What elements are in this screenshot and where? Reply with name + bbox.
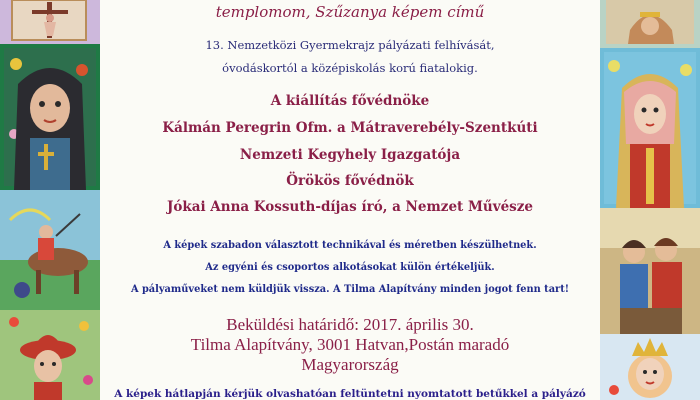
deadline: Beküldési határidő: 2017. április 30. [226, 315, 474, 334]
honorary-patron-name: Jókai Anna Kossuth-díjas író, a Nemzet Művésze [166, 199, 534, 215]
crucifix-drawing [0, 0, 100, 44]
address: Tilma Alapítvány, 3001 Hatvan,Postán maradó [190, 335, 510, 354]
footer-partial-line: A képek hátlapján kérjük olvashatóan feltüntetni nyomtatott betűkkel a pályázó [114, 388, 586, 400]
rule-line-3: A pályaműveket nem küldjük vissza. A Tilma Alapítvány minden jogot fenn tart! [130, 284, 570, 295]
rule-line-2: Az egyéni és csoportos alkotásokat külön értékeljük. [205, 262, 495, 273]
honorary-patron-heading: Örökös fővédnök [286, 173, 414, 189]
patron-heading: A kiállítás fővédnöke [270, 93, 430, 109]
crowned-child-drawing [600, 334, 700, 400]
two-children-drawing [600, 208, 700, 334]
rider-drawing [0, 190, 100, 310]
portrait-drawing [0, 44, 100, 190]
title-line: templomom, Szűzanya képem című [215, 3, 485, 21]
intro-line-2: óvodáskortól a középiskolás korú fiatalokig. [222, 61, 478, 75]
madonna-drawing [600, 48, 700, 208]
announcement-text [100, 0, 600, 400]
country: Magyarország [301, 355, 399, 374]
patron-title: Nemzeti Kegyhely Igazgatója [239, 147, 461, 163]
intro-line-1: 13. Nemzetközi Gyermekrajz pályázati felhívását, [205, 38, 495, 52]
red-hat-figure-drawing [0, 310, 100, 400]
rule-line-1: A képek szabadon választott technikával és méretben készülhetnek. [163, 240, 537, 251]
left-artwork-strip [0, 0, 100, 400]
patron-name: Kálmán Peregrin Ofm. a Mátraverebély-Szentkúti [162, 120, 538, 136]
crowned-figure-drawing [600, 0, 700, 48]
right-artwork-strip [600, 0, 700, 400]
